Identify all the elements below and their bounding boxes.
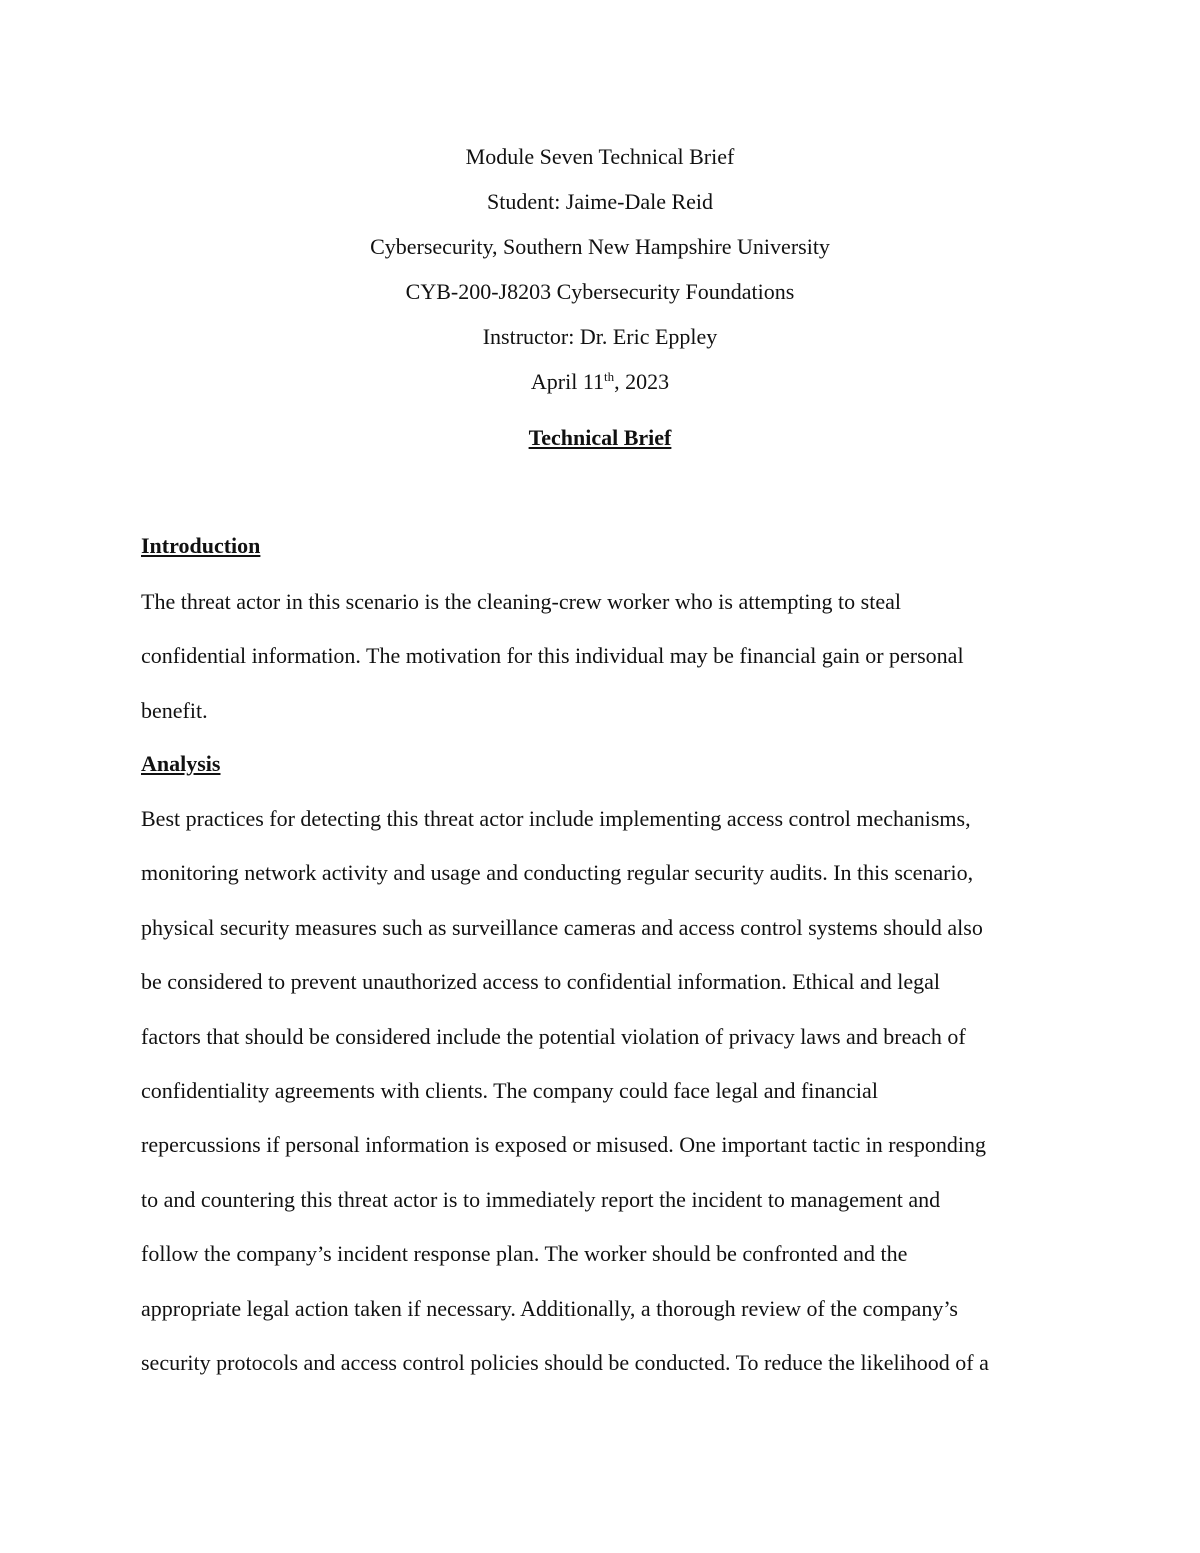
paragraph-line: confidential information. The motivation for this individual may be financial gain or personal — [141, 643, 964, 669]
paragraph-line: security protocols and access control policies should be conducted. To reduce the likelihood of a — [141, 1349, 989, 1375]
instructor-name: Instructor: Dr. Eric Eppley — [482, 324, 718, 349]
date-suffix: , 2023 — [614, 369, 670, 394]
introduction-heading: Introduction — [141, 533, 261, 558]
course-name: CYB-200-J8203 Cybersecurity Foundations — [405, 279, 795, 304]
analysis-paragraph — [141, 802, 1081, 1400]
document-title: Module Seven Technical Brief — [465, 144, 735, 169]
technical-brief-heading: Technical Brief — [528, 425, 672, 450]
paragraph-line: follow the company’s incident response plan. The worker should be confronted and the — [141, 1241, 908, 1267]
paragraph-line: repercussions if personal information is exposed or misused. One important tactic in responding — [141, 1132, 986, 1158]
paragraph-line: monitoring network activity and usage and conducting regular security audits. In this scenario, — [141, 860, 974, 886]
student-name: Student: Jaime-Dale Reid — [486, 189, 714, 214]
date-prefix: April 11 — [530, 369, 604, 394]
paragraph-line: be considered to prevent unauthorized access to confidential information. Ethical and legal — [141, 969, 941, 995]
program-university: Cybersecurity, Southern New Hampshire University — [370, 234, 830, 259]
paragraph-line: The threat actor in this scenario is the cleaning-crew worker who is attempting to steal — [141, 589, 901, 614]
paragraph-line: appropriate legal action taken if necessary. Additionally, a thorough review of the company’s — [141, 1295, 958, 1321]
introduction-paragraph — [141, 585, 1081, 748]
paragraph-line: confidentiality agreements with clients. The company could face legal and financial — [141, 1077, 878, 1103]
title-block — [0, 140, 1200, 410]
paragraph-line: to and countering this threat actor is to immediately report the incident to management and — [141, 1186, 941, 1212]
document-date — [0, 365, 1200, 410]
paragraph-line: benefit. — [141, 697, 208, 723]
paragraph-line: Best practices for detecting this threat actor include implementing access control mechanisms, — [141, 806, 971, 831]
paragraph-line: physical security measures such as surveillance cameras and access control systems should also — [141, 914, 983, 940]
paragraph-line: factors that should be considered include the potential violation of privacy laws and breach of — [141, 1023, 966, 1049]
analysis-heading: Analysis — [141, 751, 221, 776]
date-superscript: th — [604, 369, 615, 384]
